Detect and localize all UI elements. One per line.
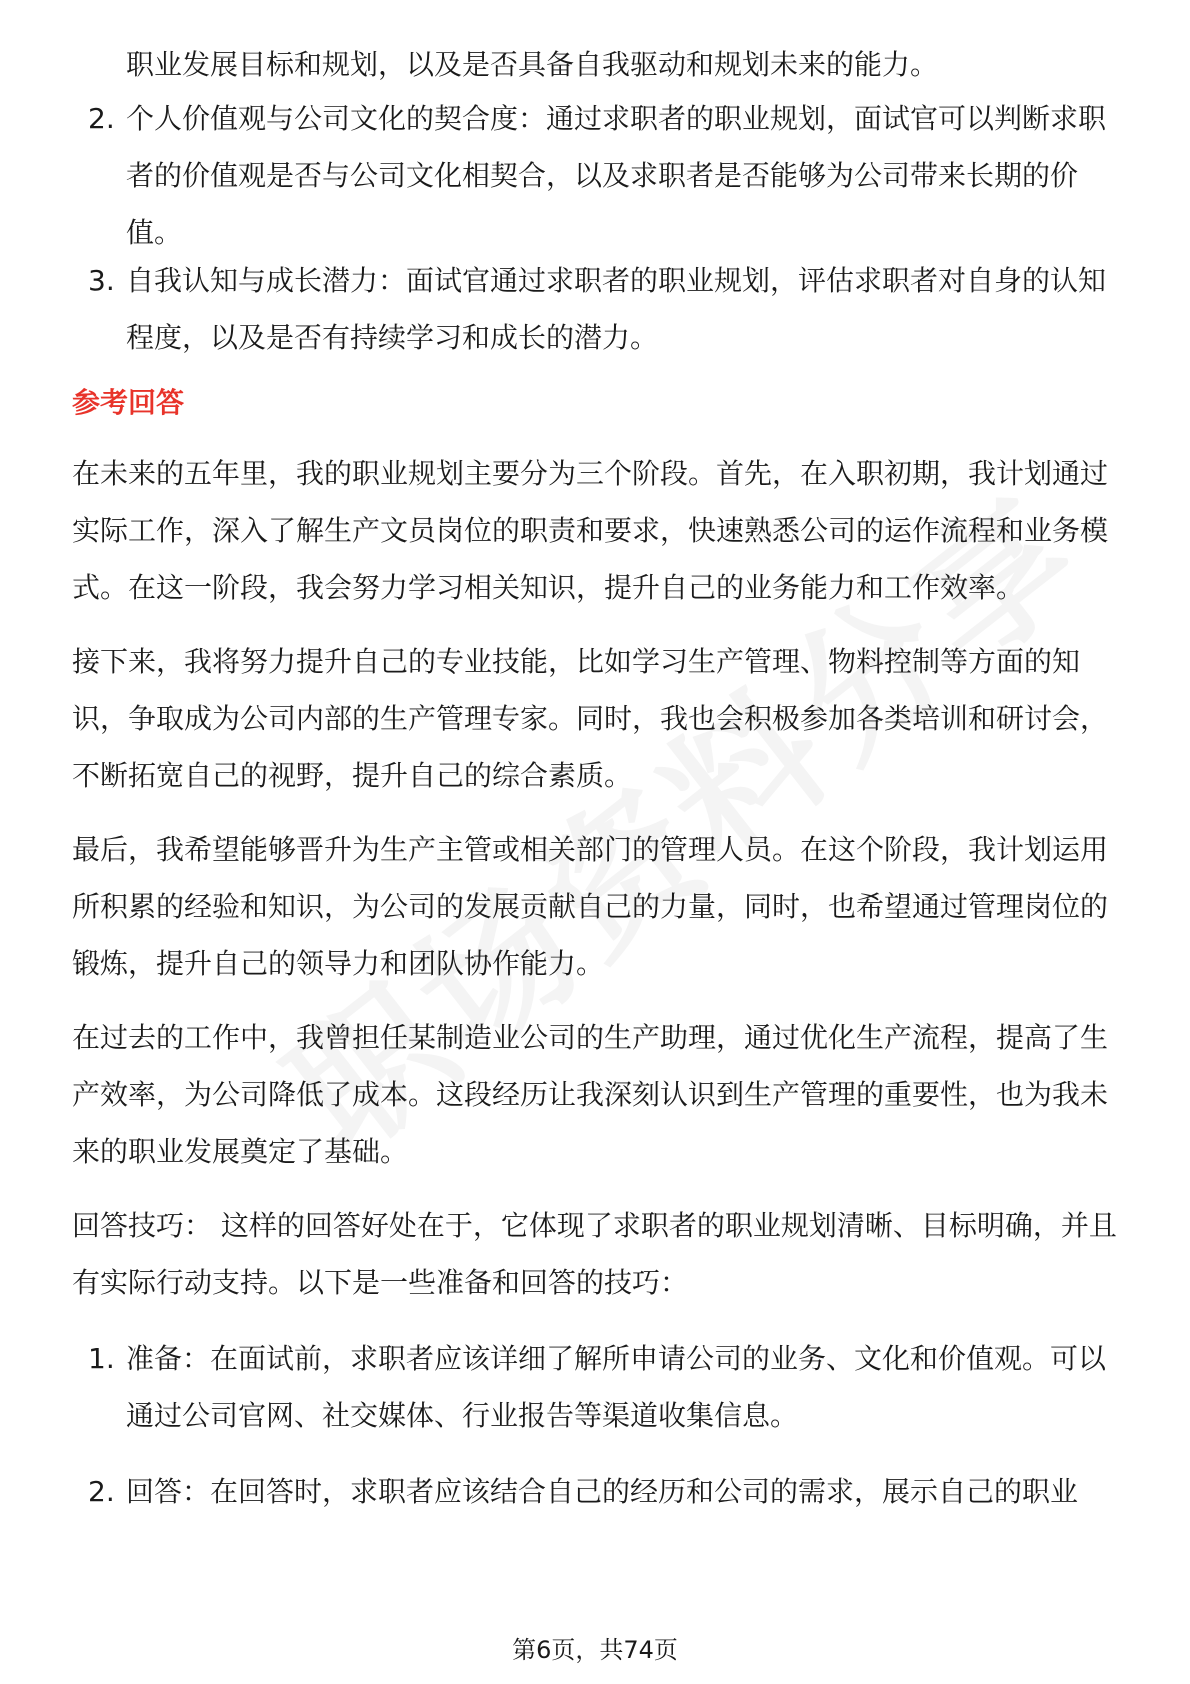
list-text: 准备：在面试前，求职者应该详细了解所申请公司的业务、文化和价值观。可以通过公司官网、社交媒体、行业报告等渠道收集信息。 — [126, 1342, 1107, 1432]
answer-tips-intro: 回答技巧： 这样的回答好处在于，它体现了求职者的职业规划清晰、目标明确，并且有实际行动支持。以下是一些准备和回答的技巧： — [72, 1209, 1117, 1299]
answer-paragraph: 在未来的五年里，我的职业规划主要分为三个阶段。首先，在入职初期，我计划通过实际工作，深入了解生产文员岗位的职责和要求，快速熟悉公司的运作流程和业务模式。在这一阶段，我会努力学习相关知识，提升自己的业务能力和工作效率。 — [72, 457, 1109, 604]
list-text: 个人价值观与公司文化的契合度：通过求职者的职业规划，面试官可以判断求职者的价值观是否与公司文化相契合，以及求职者是否能够为公司带来长期的价值。 — [126, 102, 1107, 249]
continuation-text: 职业发展目标和规划，以及是否具备自我驱动和规划未来的能力。 — [126, 48, 939, 81]
list-item — [72, 252, 1122, 366]
section-heading: 参考回答 — [72, 386, 185, 419]
answer-paragraph: 在过去的工作中，我曾担任某制造业公司的生产助理，通过优化生产流程，提高了生产效率，为公司降低了成本。这段经历让我深刻认识到生产管理的重要性，也为我未来的职业发展奠定了基础。 — [72, 1021, 1109, 1168]
list-number: 2. — [88, 102, 115, 135]
list-item — [72, 90, 1122, 261]
list-text: 回答：在回答时，求职者应该结合自己的经历和公司的需求，展示自己的职业 — [126, 1475, 1079, 1508]
list-text: 自我认知与成长潜力：面试官通过求职者的职业规划，评估求职者对自身的认知程度，以及是否有持续学习和成长的潜力。 — [126, 264, 1107, 354]
answer-paragraph: 接下来，我将努力提升自己的专业技能，比如学习生产管理、物料控制等方面的知识，争取成为公司内部的生产管理专家。同时，我也会积极参加各类培训和研讨会，不断拓宽自己的视野，提升自己的综合素质。 — [72, 645, 1109, 792]
list-item — [72, 1330, 1122, 1444]
list-number: 3. — [88, 264, 115, 297]
list-number: 1. — [88, 1342, 115, 1375]
list-item — [72, 1463, 1122, 1520]
page-footer: 第6页，共74页 — [512, 1636, 678, 1664]
answer-paragraph: 最后，我希望能够晋升为生产主管或相关部门的管理人员。在这个阶段，我计划运用所积累的经验和知识，为公司的发展贡献自己的力量，同时，也希望通过管理岗位的锻炼，提升自己的领导力和团队协作能力。 — [72, 833, 1109, 980]
list-number: 2. — [88, 1475, 115, 1508]
